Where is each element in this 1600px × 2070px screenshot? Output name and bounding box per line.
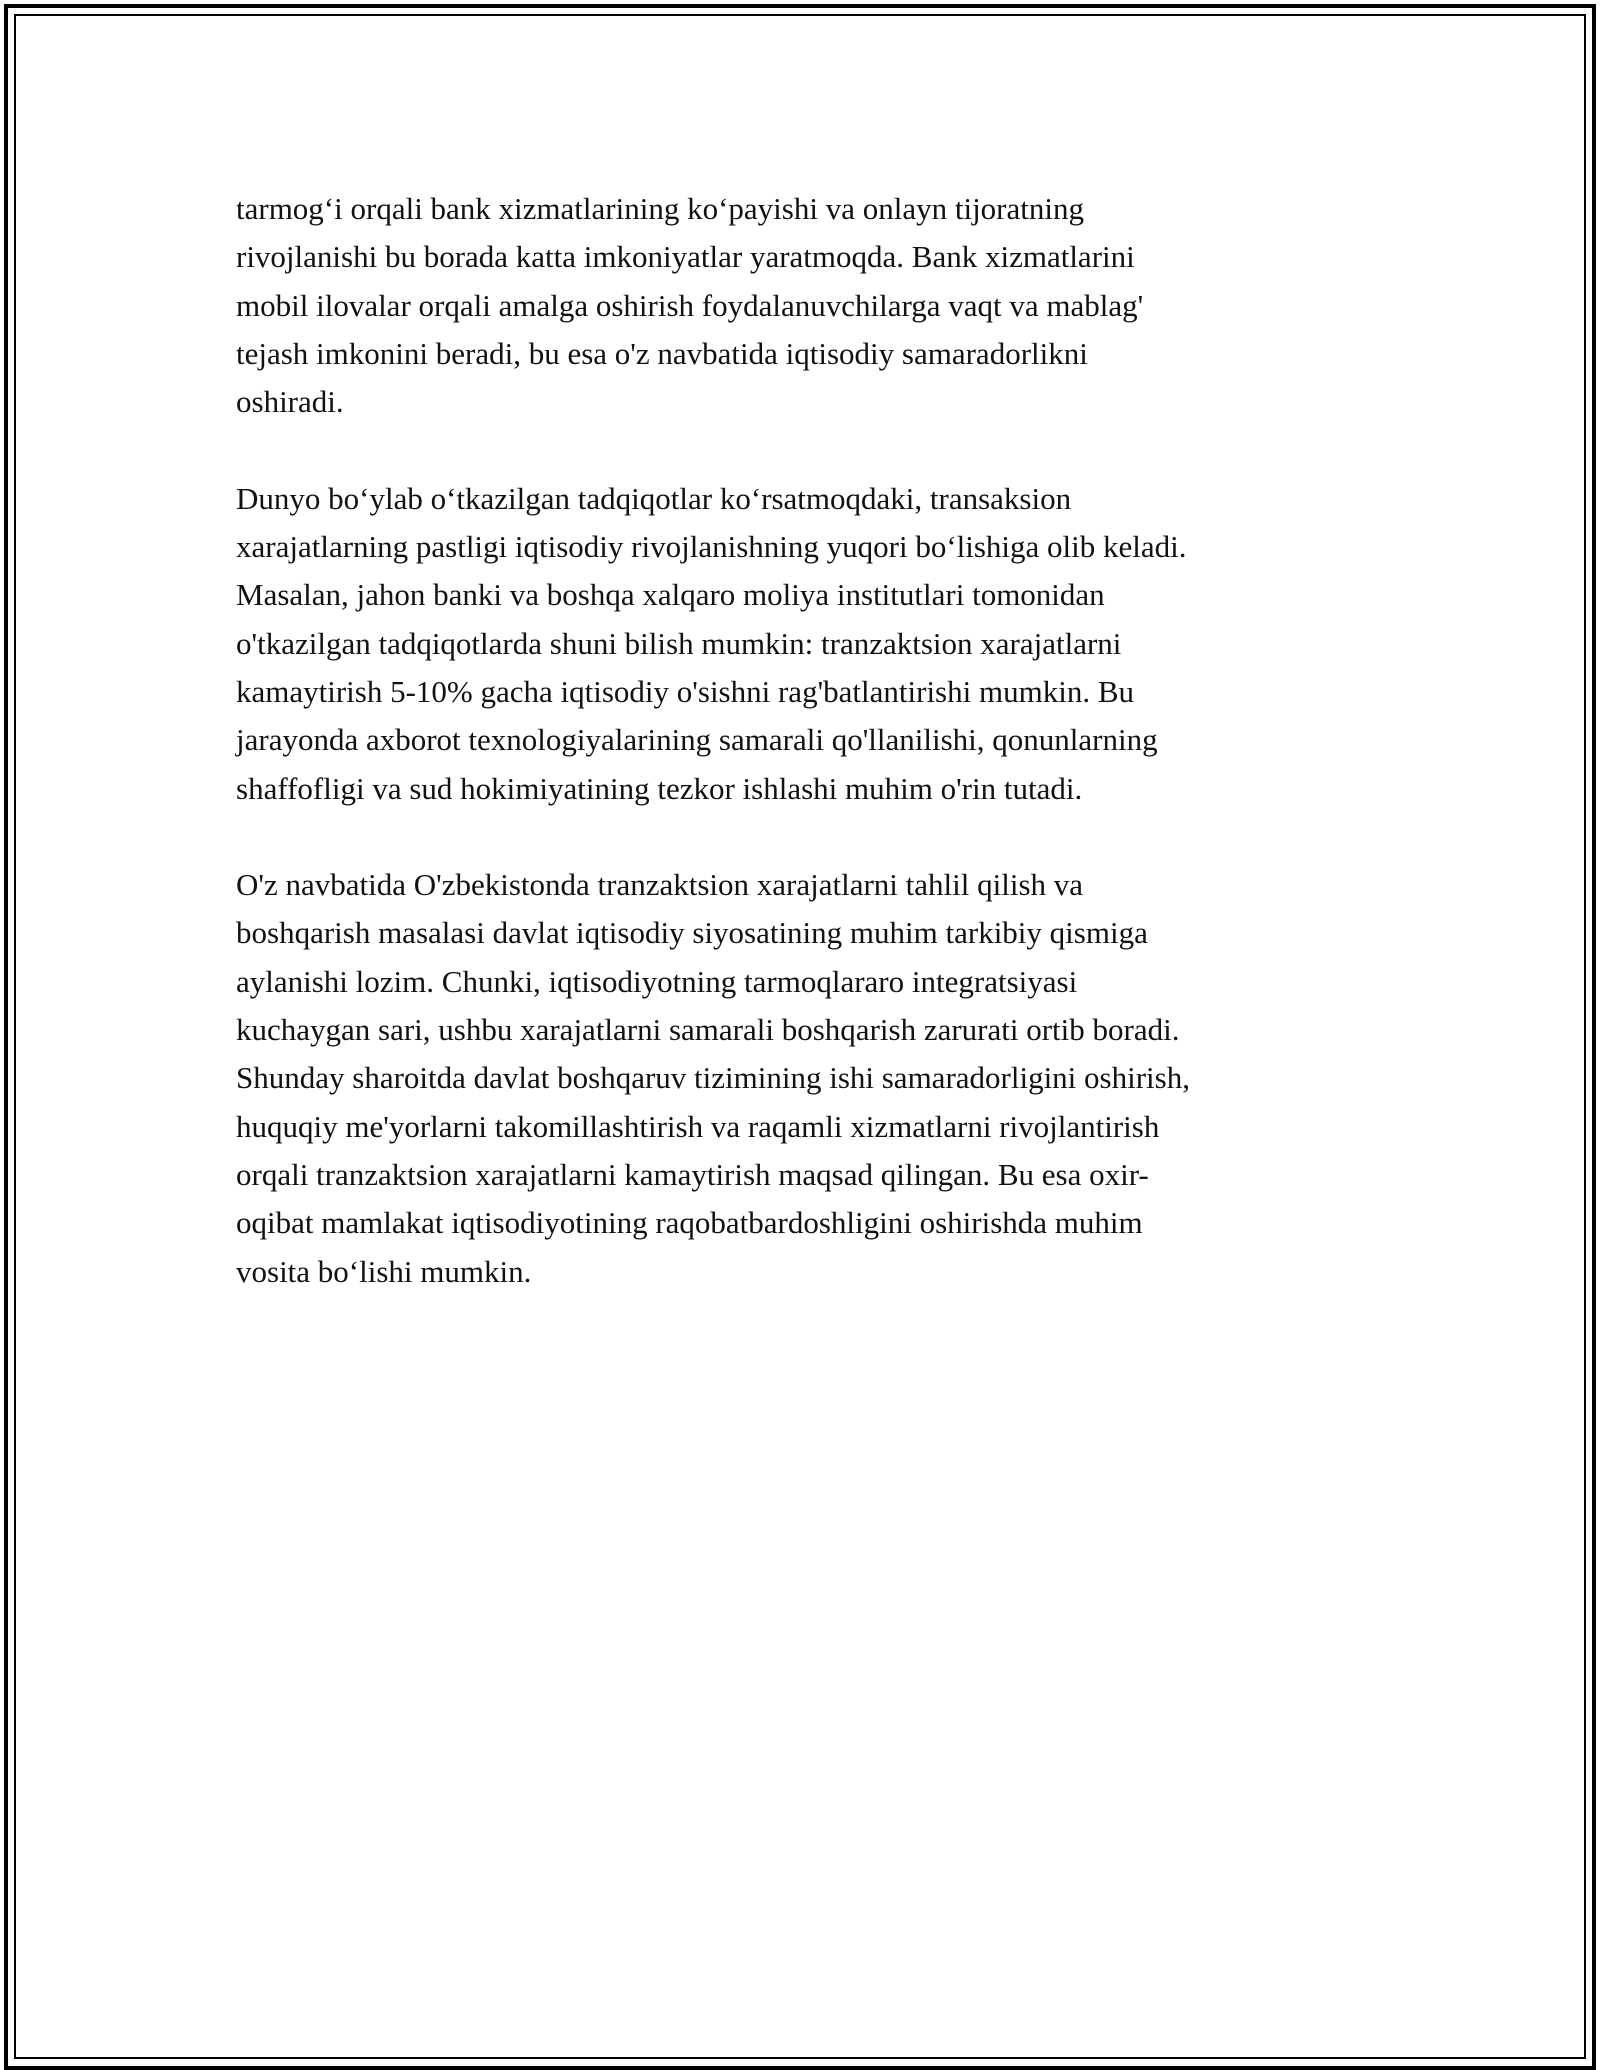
text-line: Dunyo bo‘ylab o‘tkazilgan tadqiqotlar ko‘rsatmoqdaki, transaksion <box>236 480 1072 516</box>
paragraph-2 <box>236 475 1376 813</box>
text-line: aylanishi lozim. Chunki, iqtisodiyotning tarmoqlararo integratsiyasi <box>236 963 1078 999</box>
paragraph-3 <box>236 861 1376 1296</box>
text-line: kuchaygan sari, ushbu xarajatlarni samarali boshqarish zarurati ortib boradi. <box>236 1012 1180 1048</box>
text-line: O'z navbatida O'zbekistonda tranzaktsion xarajatlarni tahlil qilish va <box>236 867 1084 903</box>
document-body <box>236 185 1376 1296</box>
text-line: oshiradi. <box>236 384 344 420</box>
text-line: rivojlanishi bu borada katta imkoniyatlar yaratmoqda. Bank xizmatlarini <box>236 239 1135 275</box>
text-line: orqali tranzaktsion xarajatlarni kamaytirish maqsad qilingan. Bu esa oxir- <box>236 1156 1149 1192</box>
text-line: jarayonda axborot texnologiyalarining samarali qo'llanilishi, qonunlarning <box>236 722 1158 758</box>
text-line: tarmog‘i orqali bank xizmatlarining ko‘payishi va onlayn tijoratning <box>236 191 1084 226</box>
paragraph-1 <box>236 185 1376 426</box>
text-line: oqibat mamlakat iqtisodiyotining raqobatbardoshligini oshirishda muhim <box>236 1205 1143 1241</box>
text-line: boshqarish masalasi davlat iqtisodiy siyosatining muhim tarkibiy qismiga <box>236 915 1148 951</box>
text-line: mobil ilovalar orqali amalga oshirish foydalanuvchilarga vaqt va mablag' <box>236 287 1144 323</box>
text-line: Shunday sharoitda davlat boshqaruv tizimining ishi samaradorligini oshirish, <box>236 1060 1190 1096</box>
text-line: tejash imkonini beradi, bu esa o'z navbatida iqtisodiy samaradorlikni <box>236 335 1088 371</box>
text-line: kamaytirish 5-10% gacha iqtisodiy o'sishni rag'batlantirishi mumkin. Bu <box>236 673 1135 709</box>
text-line: o'tkazilgan tadqiqotlarda shuni bilish mumkin: tranzaktsion xarajatlarni <box>236 625 1122 661</box>
text-line: xarajatlarning pastligi iqtisodiy rivojlanishning yuqori bo‘lishiga olib keladi. <box>236 529 1187 565</box>
text-line: shaffofligi va sud hokimiyatining tezkor ishlashi muhim o'rin tutadi. <box>236 770 1083 806</box>
text-line: vosita bo‘lishi mumkin. <box>236 1253 532 1289</box>
text-line: huquqiy me'yorlarni takomillashtirish va raqamli xizmatlarni rivojlantirish <box>236 1108 1160 1144</box>
text-line: Masalan, jahon banki va boshqa xalqaro moliya institutlari tomonidan <box>236 577 1105 613</box>
